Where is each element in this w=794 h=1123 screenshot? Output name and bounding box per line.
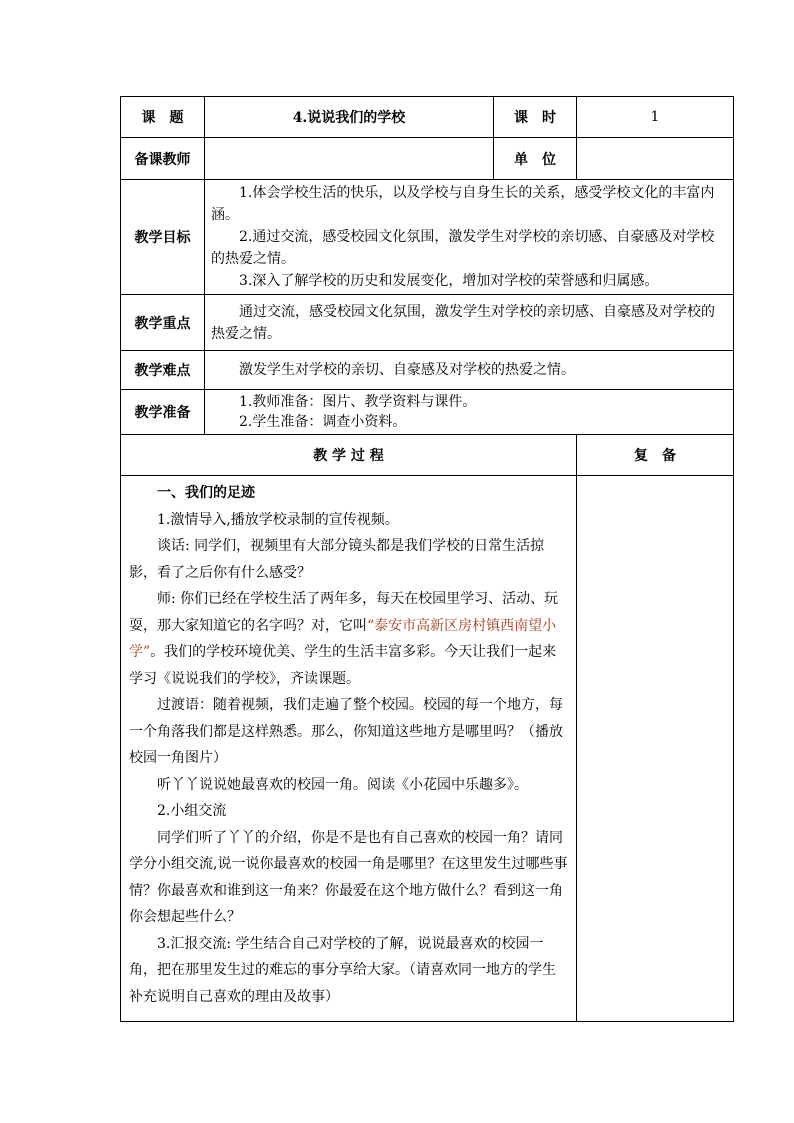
teacher-value (205, 138, 494, 180)
goal-item: 3.深入了解学校的历史和发展变化，增加对学校的荣誉感和归属感。 (239, 273, 659, 289)
period-value: 1 (577, 97, 734, 138)
process-content (121, 476, 577, 1022)
goal-item: 2.通过交流，感受校园文化氛围，激发学生对学校的亲切感、自豪感及对学校的热爱之情。 (211, 229, 715, 267)
goal-item: 1.体会学校生活的快乐，以及学校与自身生长的关系，感受学校文化的丰富内涵。 (211, 185, 715, 223)
key-point-label: 教学重点 (121, 295, 205, 351)
unit-label: 单 位 (494, 138, 577, 180)
process-paragraph (129, 586, 568, 692)
difficulty-content (205, 351, 734, 390)
row-difficulty (121, 351, 734, 390)
process-text: 。我们的学校环境优美、学生的生活丰富多彩。今天让我们一起来学习《说说我们的学校》，齐读课题。 (129, 644, 557, 687)
goals-content (205, 180, 734, 295)
process-paragraph: 2.小组交流 (157, 803, 227, 819)
process-paragraph: 3.汇报交流: 学生结合自己对学校的了解，说说最喜欢的校园一角，把在那里发生过的难忘的事分享给大家。（请喜欢同一地方的学生补充说明自己喜欢的理由及故事） (129, 935, 556, 1005)
process-paragraph: 谈话: 同学们，视频里有大部分镜头都是我们学校的日常生活掠影，看了之后你有什么感受？ (129, 538, 545, 581)
lesson-plan-table (120, 96, 734, 1022)
teacher-label: 备课教师 (121, 138, 205, 180)
row-teacher (121, 138, 734, 180)
row-preparation (121, 390, 734, 435)
review-label: 复 备 (577, 435, 734, 476)
row-process-header (121, 435, 734, 476)
preparation-label: 教学准备 (121, 390, 205, 435)
key-point-text: 通过交流，感受校园文化氛围，激发学生对学校的亲切感、自豪感及对学校的热爱之情。 (211, 303, 715, 342)
row-topic (121, 97, 734, 138)
preparation-item: 1.教师准备：图片、教学资料与课件。 (239, 394, 477, 410)
row-goals (121, 180, 734, 295)
difficulty-label: 教学难点 (121, 351, 205, 390)
difficulty-text: 激发学生对学校的亲切、自豪感及对学校的热爱之情。 (239, 362, 575, 378)
section-title: 一、我们的足迹 (157, 485, 255, 501)
process-label: 教 学 过 程 (121, 435, 577, 476)
review-content (577, 476, 734, 1022)
process-text: 师: 你们已经在学校生活了两年多，每天在校园里学习、活动、玩耍，那大家知道它的名字吗？对，它叫 (129, 591, 559, 634)
row-process-body (121, 476, 734, 1022)
goals-label: 教学目标 (121, 180, 205, 295)
topic-value: 4.说说我们的学校 (205, 97, 494, 138)
process-paragraph: 过渡语：随着视频，我们走遍了整个校园。校园的每一个地方，每一个角落我们都是这样熟悉。那么，你知道这些地方是哪里吗？（播放校园一角图片） (129, 697, 563, 766)
unit-value (577, 138, 734, 180)
row-key-point (121, 295, 734, 351)
topic-label: 课 题 (121, 97, 205, 138)
preparation-item: 2.学生准备：调查小资料。 (239, 414, 407, 430)
process-paragraph: 1.激情导入,播放学校录制的宣传视频。 (157, 511, 399, 528)
key-point-content (205, 295, 734, 351)
preparation-content (205, 390, 734, 435)
school-name-quote: “泰安市高新区房村镇西南望小学” (129, 617, 557, 660)
process-paragraph: 同学们听了丫丫的介绍，你是不是也有自己喜欢的校园一角？请同学分小组交流,说一说你最喜欢的校园一角是哪里？在这里发生过哪些事情？你最喜欢和谁到这一角来？你最爱在这个地方做什么？看到这一角你会想起些什么？ (129, 829, 568, 925)
process-paragraph: 听丫丫说说她最喜欢的校园一角。阅读《小花园中乐趣多》。 (157, 776, 528, 793)
period-label: 课 时 (494, 97, 577, 138)
